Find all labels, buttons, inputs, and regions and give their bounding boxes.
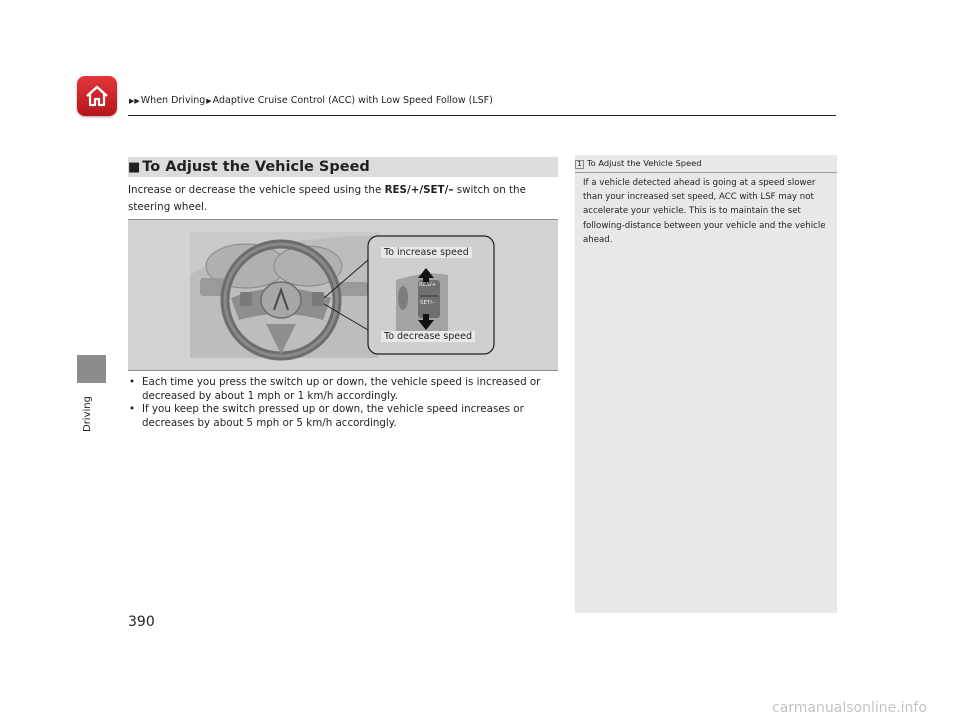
header-divider — [128, 115, 836, 116]
intro-text-end: switch on the steering wheel. — [128, 184, 526, 213]
breadcrumb-arrow-icon: ▶ — [206, 97, 212, 105]
section-title — [128, 157, 370, 177]
res-switch-label: RES/+ — [419, 282, 437, 288]
breadcrumb — [128, 95, 493, 106]
list-item-text: If you keep the switch pressed up or down, the vehicle speed increases or decreases by about 5 mph or 5 km/h accordingly. — [142, 403, 524, 429]
set-switch-label: SET/– — [420, 300, 435, 306]
bullet-icon: • — [129, 403, 136, 415]
bullet-list — [128, 376, 560, 430]
breadcrumb-item[interactable]: When Driving — [140, 95, 206, 106]
page-number: 390 — [128, 614, 155, 630]
increase-speed-label: To increase speed — [381, 247, 472, 258]
watermark: carmanualsonline.info — [772, 700, 927, 716]
switch-name: RES/+/SET/– — [384, 184, 454, 196]
breadcrumb-arrow-icon: ▶▶ — [129, 97, 140, 105]
bullet-icon: • — [129, 376, 136, 388]
reference-icon: 1 — [575, 160, 584, 169]
side-note-title-text: To Adjust the Vehicle Speed — [587, 158, 702, 168]
side-note-divider — [575, 172, 837, 173]
decrease-speed-label: To decrease speed — [381, 331, 475, 342]
steering-wheel-illustration — [128, 220, 558, 370]
home-icon — [84, 83, 110, 109]
home-button[interactable] — [77, 76, 117, 116]
list-item-text: Each time you press the switch up or down, the vehicle speed is increased or decreased by about 1 mph or 1 km/h accordingly. — [142, 376, 541, 402]
section-title-text: To Adjust the Vehicle Speed — [142, 159, 370, 175]
intro-text: Increase or decrease the vehicle speed using the — [128, 184, 385, 196]
intro-paragraph — [128, 182, 560, 216]
side-note-body: If a vehicle detected ahead is going at a speed slower than your increased set speed, ACC with LSF may not accelerate your vehicle. This is to maintain the set following-distance between your vehicle and the vehicle ahead. — [583, 178, 826, 245]
side-note-title[interactable] — [575, 158, 702, 169]
chapter-label: Driving — [82, 396, 93, 432]
breadcrumb-item[interactable]: Adaptive Cruise Control (ACC) with Low Speed Follow (LSF) — [212, 95, 493, 106]
chapter-tab[interactable] — [77, 355, 106, 383]
list-item — [128, 376, 560, 403]
figure-panel — [128, 219, 558, 371]
list-item — [128, 403, 560, 430]
square-bullet-icon: ■ — [128, 160, 141, 175]
